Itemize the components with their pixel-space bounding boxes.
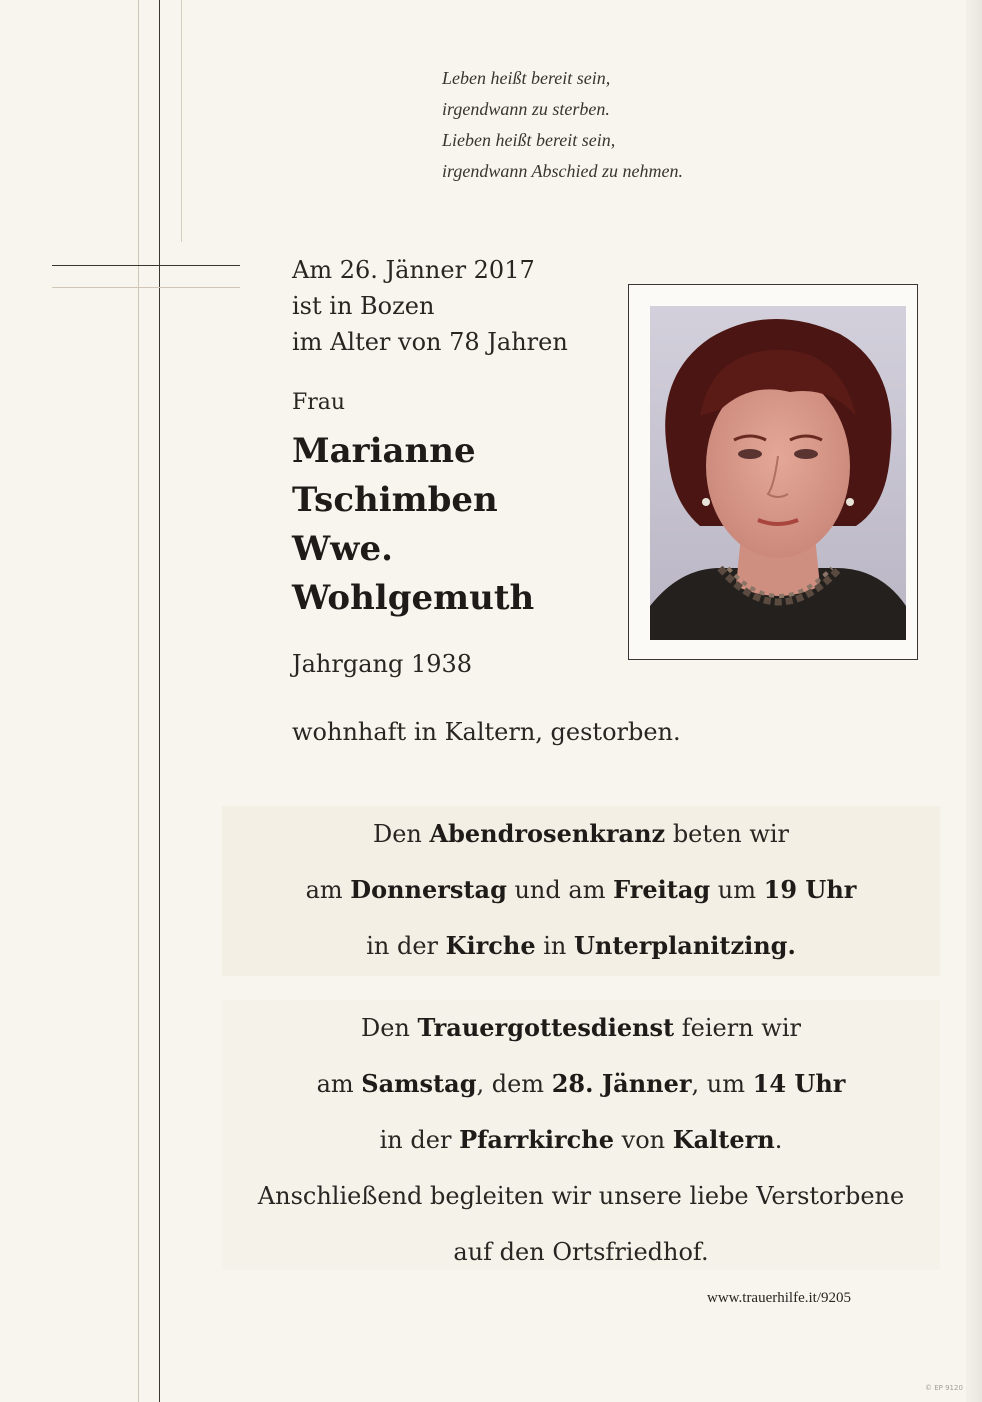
funeral-line-4: Anschließend begleiten wir unsere liebe Verstorbene <box>257 1182 905 1210</box>
date: 28. Jänner <box>551 1069 692 1098</box>
name-line: Wohlgemuth <box>292 578 535 618</box>
rosary-line-2 <box>222 862 940 918</box>
funeral-info <box>222 1000 940 1270</box>
funeral-line-1 <box>222 1000 940 1056</box>
name-line: Tschimben <box>292 480 498 520</box>
time: 19 Uhr <box>763 875 857 904</box>
location: Pfarrkirche <box>459 1125 614 1154</box>
event-name: Abendrosenkranz <box>429 819 666 848</box>
text: am <box>316 1070 362 1098</box>
name-line: Marianne <box>292 431 476 471</box>
text: in der <box>366 932 446 960</box>
text: , um <box>691 1070 753 1098</box>
intro-line: ist in Bozen <box>292 292 435 320</box>
photo-frame <box>628 284 918 660</box>
deceased-name <box>292 427 612 623</box>
day: Donnerstag <box>350 875 507 904</box>
funeral-line-2 <box>222 1056 940 1112</box>
portrait-icon <box>650 306 906 640</box>
cross-horizontal-line-light <box>52 287 240 288</box>
text: um <box>710 876 764 904</box>
cross-vertical-line-light <box>138 0 139 1402</box>
text: Den <box>360 1014 418 1042</box>
text: in <box>535 932 574 960</box>
text: Den <box>372 820 430 848</box>
rosary-info <box>222 806 940 976</box>
time: 14 Uhr <box>752 1069 846 1098</box>
location: Unterplanitzing. <box>573 931 796 960</box>
funeral-line-3 <box>222 1112 940 1168</box>
text: und am <box>506 876 614 904</box>
motto-line: irgendwann zu sterben. <box>442 99 610 119</box>
day: Samstag <box>361 1069 477 1098</box>
birth-year: Jahrgang 1938 <box>292 650 473 678</box>
motto-verse <box>442 63 782 187</box>
location: Kirche <box>445 931 536 960</box>
salutation: Frau <box>292 390 346 415</box>
day: Freitag <box>613 875 711 904</box>
motto-line: Lieben heißt bereit sein, <box>442 130 616 150</box>
name-line: Wwe. <box>292 529 393 569</box>
motto-line: irgendwann Abschied zu nehmen. <box>442 161 683 181</box>
text: von <box>614 1126 673 1154</box>
funeral-line-5: auf den Ortsfriedhof. <box>453 1238 709 1266</box>
print-code: © EP 9120 <box>925 1384 963 1392</box>
text: in der <box>379 1126 460 1154</box>
rosary-line-3 <box>222 918 940 974</box>
event-name: Trauergottesdienst <box>417 1013 675 1042</box>
portrait-photo <box>650 306 906 640</box>
text: feiern wir <box>674 1014 801 1042</box>
cross-vertical-line <box>159 0 160 1402</box>
residence-text: wohnhaft in Kaltern, gestorben. <box>292 718 681 746</box>
text: beten wir <box>665 820 790 848</box>
website-link[interactable]: www.trauerhilfe.it/9205 <box>707 1290 851 1306</box>
cross-horizontal-line <box>52 265 240 266</box>
cross-vertical-line-faint <box>181 0 182 242</box>
intro-line: im Alter von 78 Jahren <box>292 328 568 356</box>
text: , dem <box>476 1070 552 1098</box>
motto-line: Leben heißt bereit sein, <box>442 68 611 88</box>
location: Kaltern <box>672 1125 775 1154</box>
text: . <box>774 1126 783 1154</box>
rosary-line-1 <box>222 806 940 862</box>
page-edge-shadow <box>966 0 982 1402</box>
death-announcement <box>292 252 612 360</box>
text: am <box>305 876 351 904</box>
intro-line: Am 26. Jänner 2017 <box>292 256 535 284</box>
